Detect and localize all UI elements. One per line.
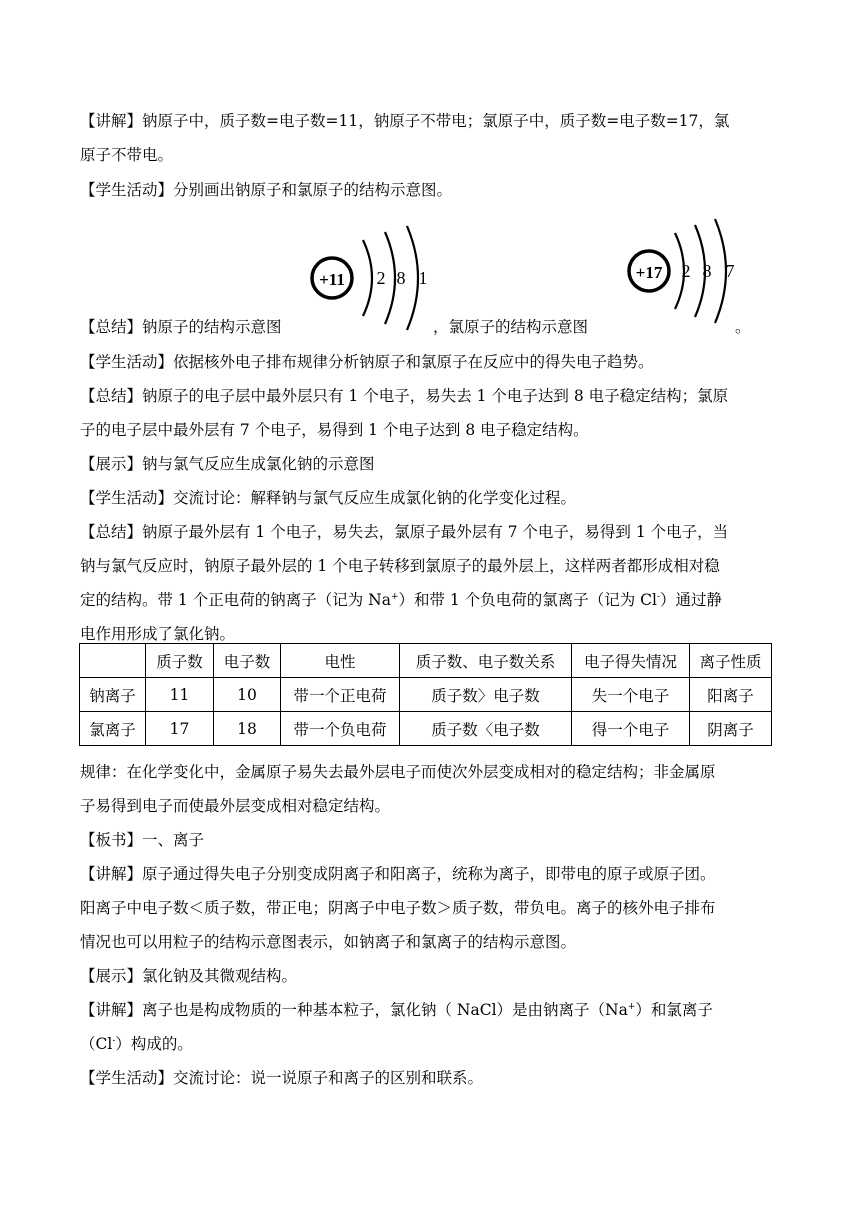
text-line: 钠与氯气反应时，钠原子最外层的 1 个电子转移到氯原子的最外层上，这样两者都形成相对稳 [80, 557, 720, 575]
electron-shell-arc [407, 226, 418, 330]
chlorine-atom-diagram [615, 218, 750, 328]
text-line: 【总结】钠原子的结构示意图 [80, 318, 282, 336]
text-line: 子易得到电子而使最外层变成相对稳定结构。 [80, 797, 391, 815]
nucleus-charge: +11 [319, 270, 345, 289]
text-span: ）和氯离子 [635, 1001, 713, 1019]
shell-electron-count: 2 [681, 261, 691, 281]
table-cell: 17 [146, 712, 214, 746]
text-line: 【学生活动】交流讨论：说一说原子和离子的区别和联系。 [80, 1069, 484, 1087]
table-header-cell: 离子性质 [690, 644, 772, 678]
text-line [80, 1000, 713, 1020]
table-cell: 11 [146, 678, 214, 712]
text-span: 【讲解】离子也是构成物质的一种基本粒子，氯化钠（ NaCl）是由钠离子（Na [80, 1001, 628, 1019]
text-line: 【总结】钠原子的电子层中最外层只有 1 个电子，易失去 1 个电子达到 8 电子稳定结构；氯原 [80, 387, 729, 405]
text-span: 定的结构。带 1 个正电荷的钠离子（记为 Na [80, 591, 391, 609]
text-line: 【讲解】原子通过得失电子分别变成阴离子和阳离子，统称为离子，即带电的原子或原子团。 [80, 865, 716, 883]
table-cell: 得一个电子 [572, 712, 690, 746]
superscript-plus: + [627, 1002, 636, 1012]
shell-electron-count: 2 [376, 268, 386, 288]
text-line: 规律：在化学变化中，金属原子易失去最外层电子而使次外层变成相对的稳定结构；非金属原 [80, 763, 716, 781]
table-header-cell [80, 644, 146, 678]
text-line: 【学生活动】交流讨论：解释钠与氯气反应生成氯化钠的化学变化过程。 [80, 489, 577, 507]
text-line: 。 [735, 318, 751, 336]
table-header-cell: 质子数 [146, 644, 214, 678]
ion-comparison-table [79, 643, 772, 746]
table-header-cell: 电子数 [214, 644, 281, 678]
text-line [80, 1034, 193, 1054]
text-span: （Cl [80, 1035, 113, 1053]
shell-electron-count: 1 [418, 268, 428, 288]
text-line: 原子不带电。 [80, 146, 174, 164]
table-cell: 钠离子 [80, 678, 146, 712]
table-cell: 阴离子 [690, 712, 772, 746]
nucleus-charge: +17 [635, 263, 663, 282]
shell-electron-count: 8 [702, 261, 712, 281]
text-line: 阳离子中电子数＜质子数，带正电；阴离子中电子数＞质子数，带负电。离子的核外电子排布 [80, 899, 716, 917]
text-line: 子的电子层中最外层有 7 个电子，易得到 1 个电子达到 8 电子稳定结构。 [80, 421, 589, 439]
text-line [80, 590, 722, 610]
text-span: ）和带 1 个负电荷的氯离子（记为 Cl [398, 591, 657, 609]
superscript-minus: - [112, 1036, 116, 1046]
table-cell: 带一个负电荷 [281, 712, 400, 746]
text-line: 【学生活动】依据核外电子排布规律分析钠原子和氯原子在反应中的得失电子趋势。 [80, 353, 654, 371]
table-row [80, 712, 772, 746]
table-row [80, 678, 772, 712]
text-line: ，氯原子的结构示意图 [433, 318, 589, 336]
text-line: 电作用形成了氯化钠。 [80, 625, 236, 643]
sodium-atom-diagram [305, 225, 440, 335]
table-cell: 18 [214, 712, 281, 746]
table-header-cell: 电性 [281, 644, 400, 678]
table-cell: 阳离子 [690, 678, 772, 712]
shell-electron-count: 7 [725, 261, 735, 281]
table-cell: 带一个正电荷 [281, 678, 400, 712]
text-span: ）通过静 [660, 591, 723, 609]
superscript-minus: - [656, 592, 661, 602]
text-line: 【板书】一、离子 [80, 831, 205, 849]
electron-shell-arc [715, 219, 726, 323]
table-cell: 10 [214, 678, 281, 712]
text-line: 情况也可以用粒子的结构示意图表示，如钠离子和氯离子的结构示意图。 [80, 933, 577, 951]
table-cell: 氯离子 [80, 712, 146, 746]
text-line: 【讲解】钠原子中，质子数=电子数=11，钠原子不带电；氯原子中，质子数=电子数=17，氯 [80, 112, 730, 130]
electron-shell-arc [385, 232, 395, 324]
superscript-plus: + [390, 592, 399, 602]
text-span: ）构成的。 [115, 1035, 193, 1053]
table-header-cell: 电子得失情况 [572, 644, 690, 678]
table-header-cell: 质子数、电子数关系 [400, 644, 572, 678]
electron-shell-arc [363, 240, 372, 316]
table-cell: 质子数〈电子数 [400, 712, 572, 746]
table-header-row [80, 644, 772, 678]
text-line: 【展示】氯化钠及其微观结构。 [80, 967, 298, 985]
shell-electron-count: 8 [396, 268, 406, 288]
table-cell: 失一个电子 [572, 678, 690, 712]
table-cell: 质子数〉电子数 [400, 678, 572, 712]
text-line: 【展示】钠与氯气反应生成氯化钠的示意图 [80, 455, 375, 473]
text-line: 【总结】钠原子最外层有 1 个电子，易失去，氯原子最外层有 7 个电子，易得到 1 个电子，当 [80, 523, 729, 541]
text-line: 【学生活动】分别画出钠原子和氯原子的结构示意图。 [80, 181, 453, 199]
